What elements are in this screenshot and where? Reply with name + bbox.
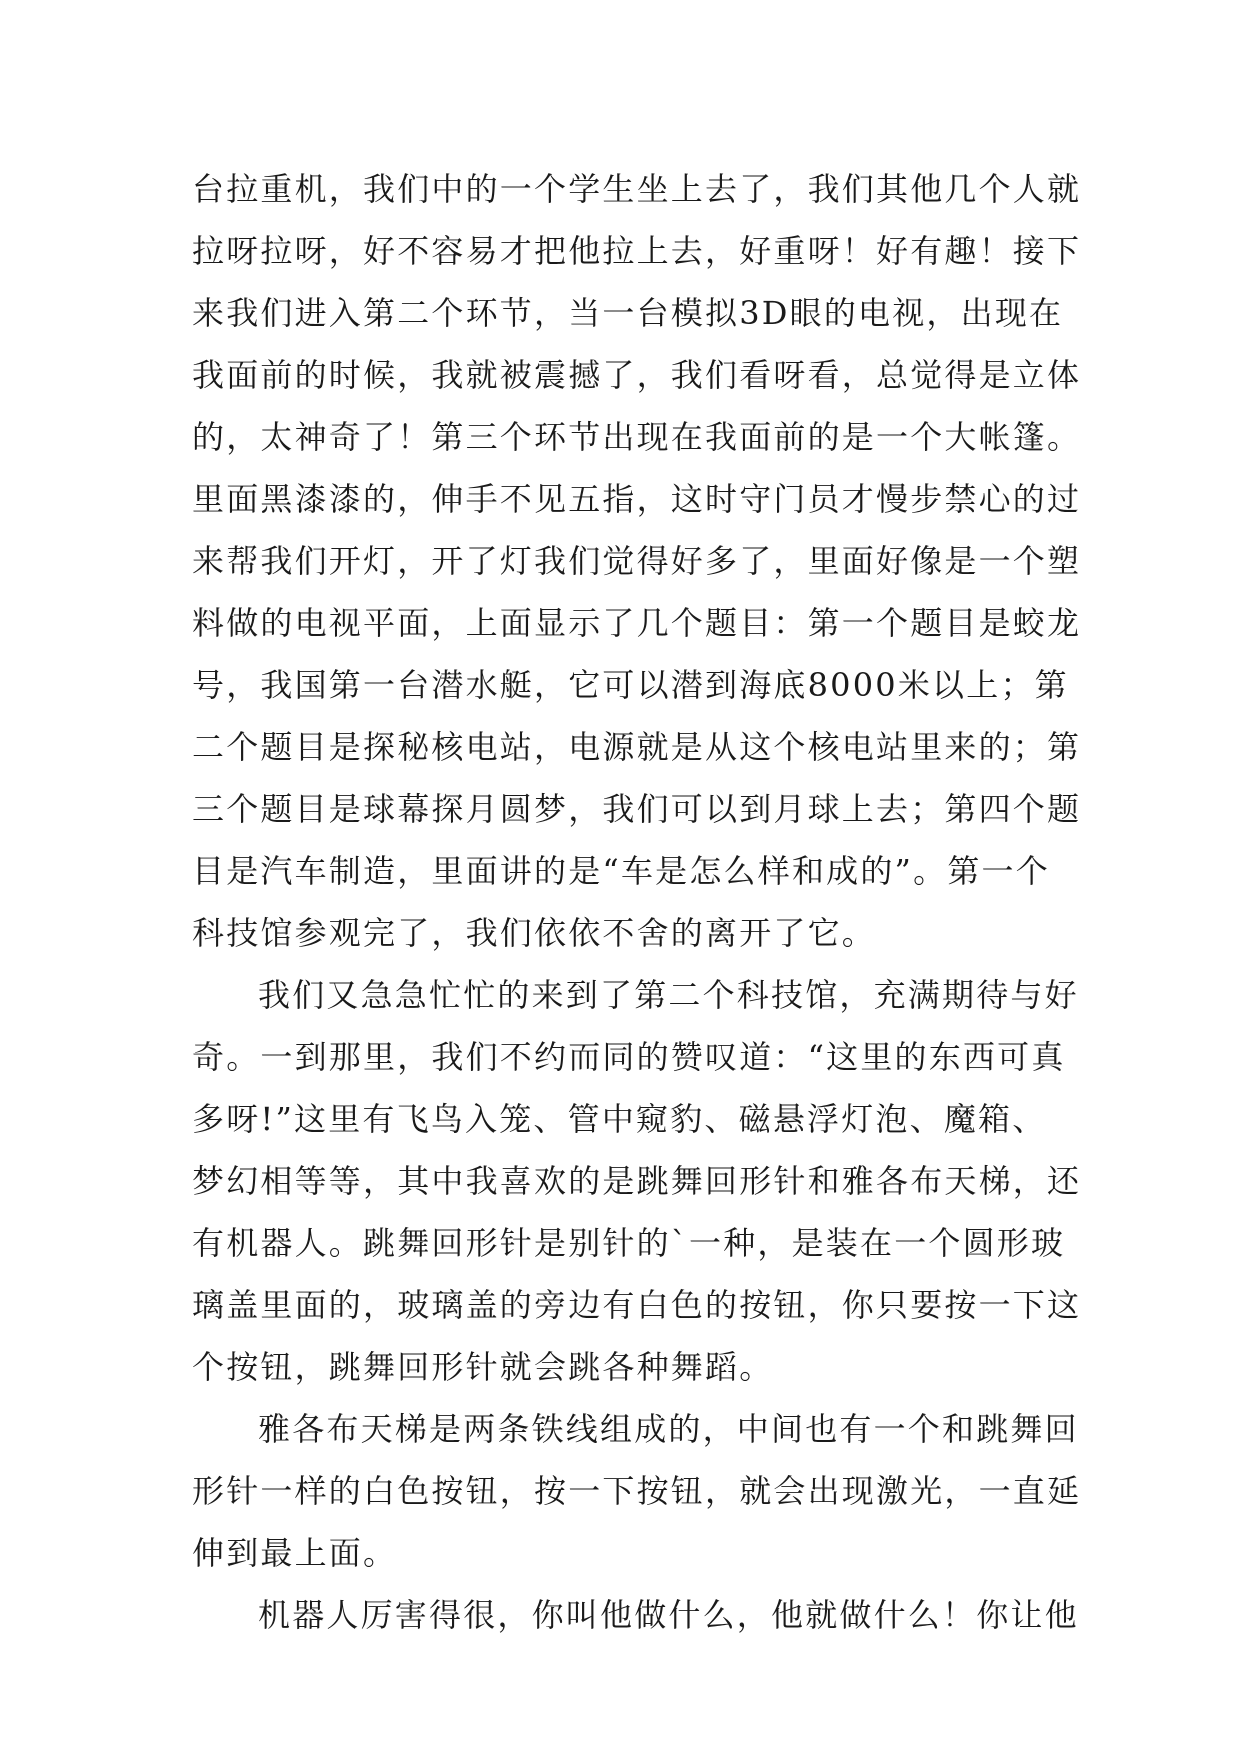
text-line: 目是汽车制造，里面讲的是“车是怎么样和成的”。第一个: [192, 852, 1050, 890]
text-line: 伸到最上面。: [192, 1534, 398, 1572]
text-line: 二个题目是探秘核电站，电源就是从这个核电站里来的；第: [192, 728, 1082, 766]
text-line: 的，太神奇了！第三个环节出现在我面前的是一个大帐篷。: [192, 418, 1082, 456]
text-line: 拉呀拉呀，好不容易才把他拉上去，好重呀！好有趣！接下: [192, 232, 1082, 270]
paragraph-first-line: 我们又急急忙忙的来到了第二个科技馆，充满期待与好: [258, 976, 1079, 1014]
text-line: 台拉重机，我们中的一个学生坐上去了，我们其他几个人就: [192, 170, 1082, 208]
paragraph-first-line: 机器人厉害得很，你叫他做什么，他就做什么！你让他: [258, 1596, 1079, 1634]
text-line: 料做的电视平面，上面显示了几个题目：第一个题目是蛟龙: [192, 604, 1082, 642]
text-line: 来我们进入第二个环节，当一台模拟3D眼的电视，出现在: [192, 294, 1064, 332]
text-line: 形针一样的白色按钮，按一下按钮，就会出现激光，一直延: [192, 1472, 1082, 1510]
paragraph-first-line: 雅各布天梯是两条铁线组成的，中间也有一个和跳舞回: [258, 1410, 1079, 1448]
text-line: 璃盖里面的，玻璃盖的旁边有白色的按钮，你只要按一下这: [192, 1286, 1082, 1324]
text-line: 三个题目是球幕探月圆梦，我们可以到月球上去；第四个题: [192, 790, 1082, 828]
text-line: 号，我国第一台潜水艇，它可以潜到海底8000米以上；第: [192, 666, 1069, 704]
text-line: 我面前的时候，我就被震撼了，我们看呀看，总觉得是立体: [192, 356, 1082, 394]
text-line: 多呀!”这里有飞鸟入笼、管中窥豹、磁悬浮灯泡、魔箱、: [192, 1100, 1047, 1138]
text-line: 梦幻相等等，其中我喜欢的是跳舞回形针和雅各布天梯，还: [192, 1162, 1082, 1200]
text-line: 科技馆参观完了，我们依依不舍的离开了它。: [192, 914, 877, 952]
text-line: 来帮我们开灯，开了灯我们觉得好多了，里面好像是一个塑: [192, 542, 1082, 580]
document-body: [192, 158, 1082, 1646]
text-line: 个按钮，跳舞回形针就会跳各种舞蹈。: [192, 1348, 774, 1386]
text-line: 奇。一到那里，我们不约而同的赞叹道：“这里的东西可真: [192, 1038, 1066, 1076]
text-line: 里面黑漆漆的，伸手不见五指，这时守门员才慢步禁心的过: [192, 480, 1082, 518]
text-line: 有机器人。跳舞回形针是别针的`一种，是装在一个圆形玻: [192, 1224, 1066, 1262]
